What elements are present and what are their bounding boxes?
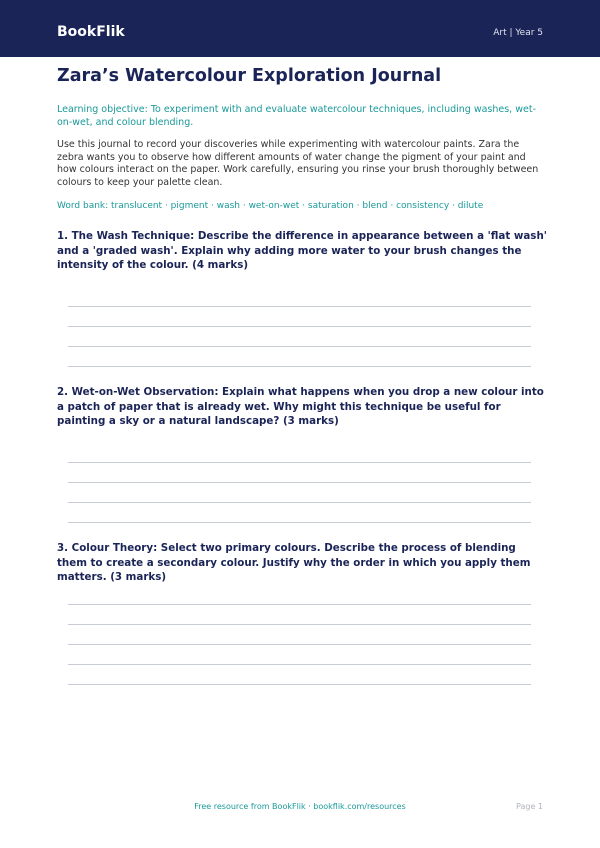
question-1: 1. The Wash Technique: Describe the difference in appearance between a 'flat wash' and a 'graded wash'. Explain why adding more water to your brush changes the intensity of the colour. (4 marks) (57, 230, 547, 271)
answer-line[interactable] (68, 684, 531, 685)
answer-line[interactable] (68, 482, 531, 483)
answer-line[interactable] (68, 462, 531, 463)
answer-line[interactable] (68, 326, 531, 327)
answer-line[interactable] (68, 522, 531, 523)
footer-resource-link[interactable]: Free resource from BookFlik · bookflik.com/resources (194, 802, 406, 811)
intro-paragraph: Use this journal to record your discoveries while experimenting with watercolour paints. Zara the zebra wants you to observe how different amounts of water change the pigment of your paint and how colours interact on the paper. Work carefully, ensuring you rinse your brush thoroughly between colours to keep your palette clean. (57, 139, 539, 188)
answer-line[interactable] (68, 664, 531, 665)
answer-line[interactable] (68, 306, 531, 307)
answer-line[interactable] (68, 624, 531, 625)
page-number: Page 1 (516, 802, 543, 811)
worksheet-title: Zara’s Watercolour Exploration Journal (57, 66, 442, 86)
answer-line[interactable] (68, 604, 531, 605)
brand-logo: BookFlik (57, 24, 125, 40)
question-2: 2. Wet-on-Wet Observation: Explain what happens when you drop a new colour into a patch of paper that is already wet. Why might this technique be useful for painting a sky or a natural landscape? (3 marks) (57, 386, 544, 427)
word-bank: Word bank: translucent · pigment · wash · wet-on-wet · saturation · blend · consistency · dilute (57, 201, 484, 211)
question-3: 3. Colour Theory: Select two primary colours. Describe the process of blending them to create a secondary colour. Justify why the order in which you apply them matters. (3 marks) (57, 542, 531, 583)
answer-line[interactable] (68, 502, 531, 503)
subject-year-label: Art | Year 5 (493, 28, 543, 38)
answer-line[interactable] (68, 366, 531, 367)
answer-line[interactable] (68, 346, 531, 347)
page-header (0, 0, 600, 57)
answer-line[interactable] (68, 644, 531, 645)
learning-objective: Learning objective: To experiment with and evaluate watercolour techniques, including washes, wet-on-wet, and colour blending. (57, 104, 536, 128)
